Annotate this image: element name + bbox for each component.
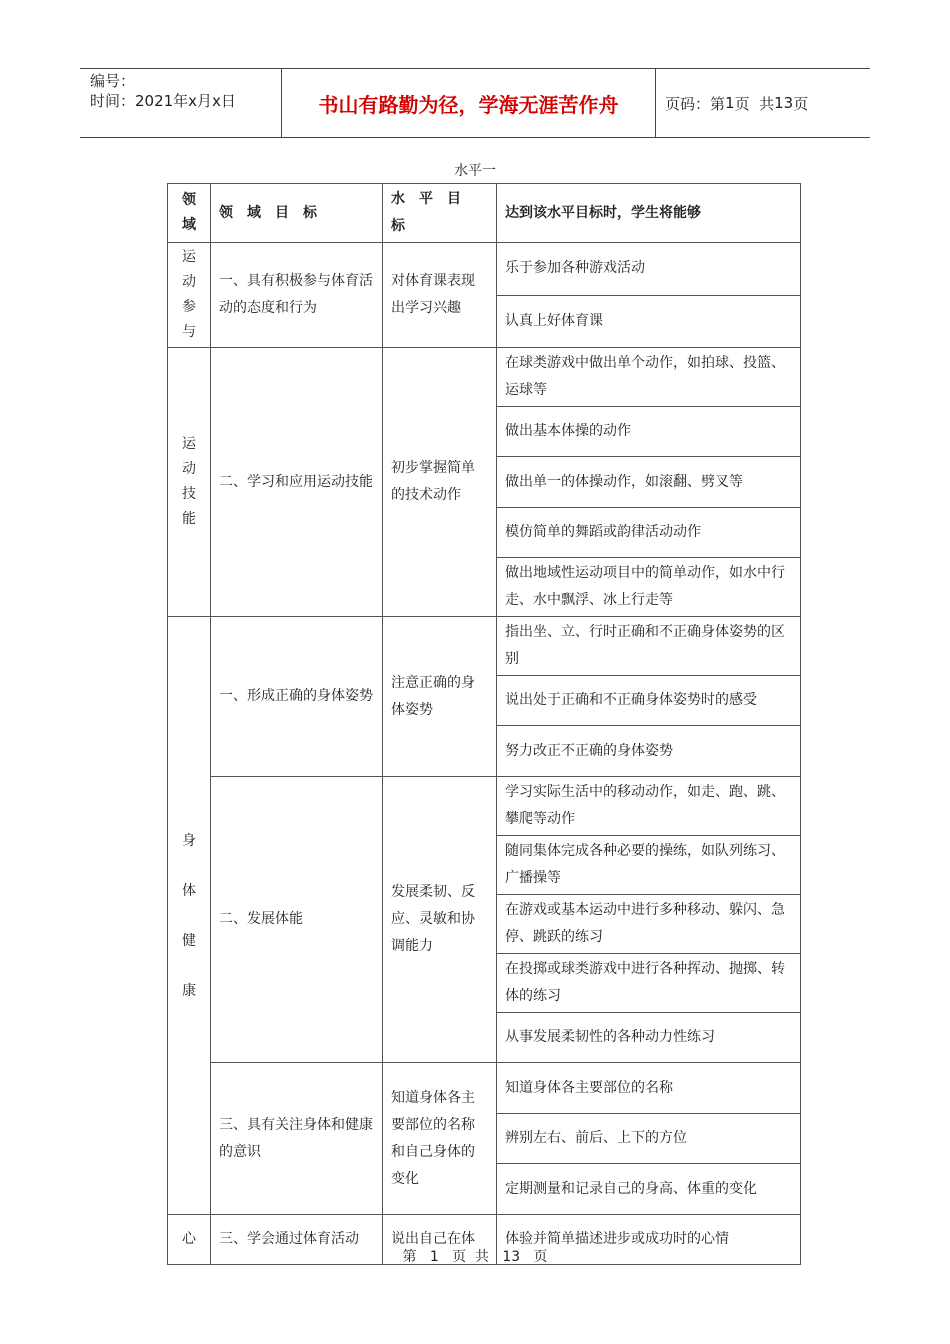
outcome-cell: 在游戏或基本运动中进行多种移动、躲闪、急停、跳跃的练习	[497, 895, 801, 954]
level-goal-cell: 知道身体各主要部位的名称和自己身体的变化	[383, 1063, 497, 1215]
header-page-prefix: 页码：第	[665, 94, 726, 113]
header-level-goal: 水 平 目 标	[383, 184, 497, 243]
header-domain-goal: 领 域 目 标	[211, 184, 383, 243]
outcome-cell: 说出处于正确和不正确身体姿势时的感受	[497, 676, 801, 726]
level-goal-cell: 初步掌握简单的技术动作	[383, 348, 497, 617]
footer-mid: 页 共	[452, 1249, 489, 1265]
document-time-label: 时间：2021年x月x日	[90, 92, 236, 110]
document-header	[80, 68, 870, 138]
header-page-current: 1	[725, 94, 735, 112]
level-goal-cell: 发展柔韧、反应、灵敏和协调能力	[383, 777, 497, 1063]
level-goal-cell: 注意正确的身体姿势	[383, 617, 497, 777]
outcome-cell: 体验并简单描述进步或成功时的心情	[497, 1215, 801, 1265]
page-footer	[0, 1246, 950, 1266]
outcome-cell: 定期测量和记录自己的身高、体重的变化	[497, 1164, 801, 1215]
level-goal-cell: 对体育课表现出学习兴趣	[383, 243, 497, 348]
header-info	[90, 71, 280, 111]
domain-goal-cell: 一、具有积极参与体育活动的态度和行为	[211, 243, 383, 348]
outcome-cell: 模仿简单的舞蹈或韵律活动动作	[497, 508, 801, 558]
header-page-suffix: 页	[793, 94, 809, 113]
curriculum-table	[167, 183, 801, 1265]
outcome-cell: 指出坐、立、行时正确和不正确身体姿势的区别	[497, 617, 801, 676]
outcome-cell: 学习实际生活中的移动动作，如走、跑、跳、攀爬等动作	[497, 777, 801, 836]
outcome-cell: 辨别左右、前后、上下的方位	[497, 1114, 801, 1164]
header-divider	[655, 69, 656, 137]
footer-page-total: 13	[502, 1249, 521, 1265]
level-goal-cell: 说出自己在体	[383, 1215, 497, 1265]
outcome-cell: 做出地域性运动项目中的简单动作，如水中行走、水中飘浮、冰上行走等	[497, 558, 801, 617]
outcome-cell: 在投掷或球类游戏中进行各种挥动、抛掷、转体的练习	[497, 954, 801, 1013]
header-page-mid: 页 共	[734, 94, 775, 113]
table-row	[168, 1063, 801, 1114]
domain-goal-cell: 二、学习和应用运动技能	[211, 348, 383, 617]
domain-cell: 身体健康	[168, 617, 211, 1215]
footer-prefix: 第	[402, 1249, 417, 1265]
outcome-cell: 从事发展柔韧性的各种动力性练习	[497, 1013, 801, 1063]
header-motto: 书山有路勤为径，学海无涯苦作舟	[318, 92, 619, 117]
domain-goal-cell: 三、具有关注身体和健康的意识	[211, 1063, 383, 1215]
domain-cell: 心	[168, 1215, 211, 1265]
table-row	[168, 348, 801, 407]
table-header-row	[168, 184, 801, 243]
header-page-info	[665, 69, 808, 137]
outcome-cell: 做出单一的体操动作，如滚翻、劈叉等	[497, 457, 801, 508]
footer-suffix: 页	[533, 1249, 548, 1265]
domain-cell: 运动参与	[168, 243, 211, 348]
footer-page-current: 1	[429, 1249, 439, 1265]
domain-goal-cell: 三、学会通过体育活动	[211, 1215, 383, 1265]
domain-goal-cell: 二、发展体能	[211, 777, 383, 1063]
outcome-cell: 努力改正不正确的身体姿势	[497, 726, 801, 777]
document-number-label: 编号：	[90, 72, 136, 90]
domain-cell: 运动技能	[168, 348, 211, 617]
outcome-cell: 在球类游戏中做出单个动作，如拍球、投篮、运球等	[497, 348, 801, 407]
outcome-cell: 认真上好体育课	[497, 295, 801, 348]
outcome-cell: 乐于参加各种游戏活动	[497, 243, 801, 296]
table-row	[168, 617, 801, 676]
header-outcome: 达到该水平目标时，学生将能够	[497, 184, 801, 243]
header-page-total: 13	[774, 94, 794, 112]
table-row	[168, 243, 801, 296]
table-title: 水平一	[454, 163, 496, 179]
domain-goal-cell: 一、形成正确的身体姿势	[211, 617, 383, 777]
outcome-cell: 随同集体完成各种必要的操练，如队列练习、广播操等	[497, 836, 801, 895]
outcome-cell: 做出基本体操的动作	[497, 407, 801, 457]
outcome-cell: 知道身体各主要部位的名称	[497, 1063, 801, 1114]
header-domain: 领域	[168, 184, 211, 243]
table-row	[168, 777, 801, 836]
